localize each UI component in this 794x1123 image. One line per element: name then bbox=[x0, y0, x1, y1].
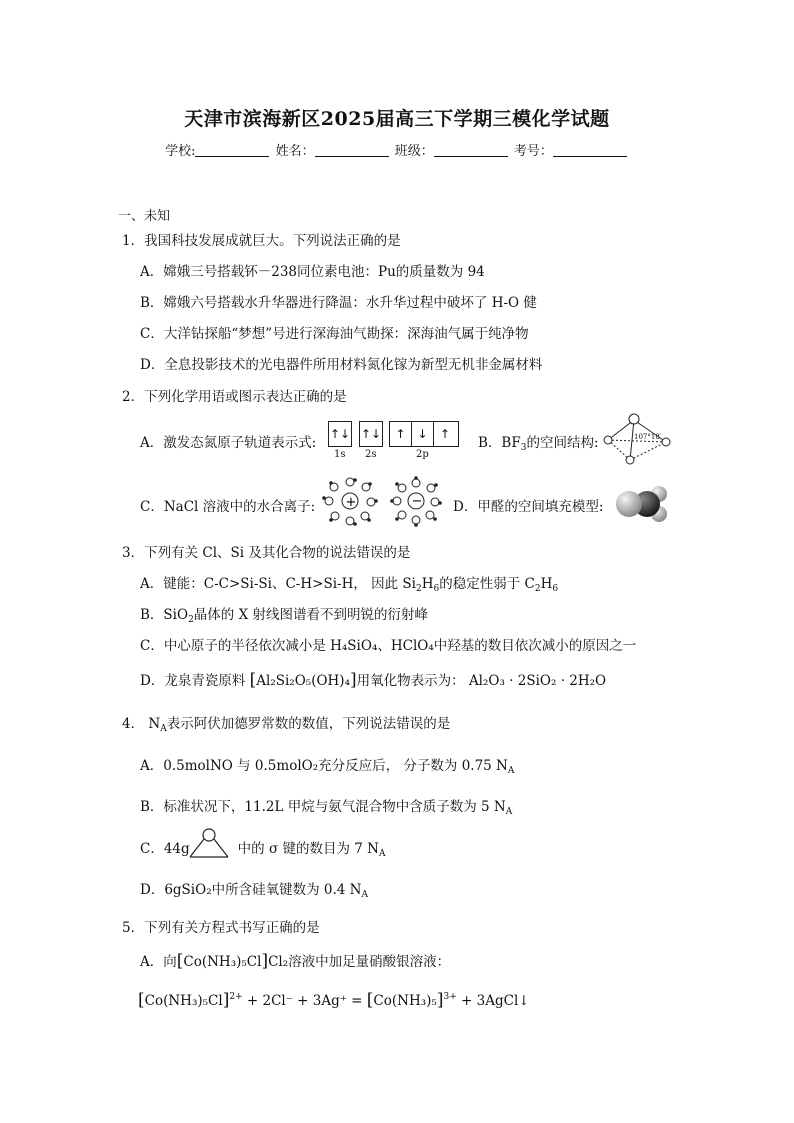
orbital-2p-box: ↑ ↓ ↑ bbox=[389, 421, 459, 447]
q5-stem: 5．下列有关方程式书写正确的是 bbox=[122, 920, 320, 936]
q2-option-b: B．$BF_3$的空间结构: bbox=[478, 435, 599, 453]
svg-text:−: − bbox=[411, 494, 423, 509]
q4-option-c: C．44g 中的 σ 键的数目为 7 $N_A$ bbox=[140, 841, 386, 859]
q1-stem: 1．我国科技发展成就巨大。下列说法正确的是 bbox=[122, 233, 401, 249]
hydrated-ions-figure bbox=[322, 475, 446, 527]
number-label: 考号： bbox=[513, 144, 553, 159]
orbital-2p-label: 2p bbox=[416, 449, 429, 460]
q1-option-c: C．大洋钻探船“梦想”号进行深海油气勘探：深海油气属于纯净物 bbox=[140, 326, 529, 342]
q3-option-a: A．键能：C-C>Si-Si、C-H>Si-H， 因此 $Si_2H_6$的稳定性弱于 $C_2H_6$ bbox=[140, 576, 559, 594]
page-title: 天津市滨海新区2025届高三下学期三模化学试题 bbox=[184, 108, 610, 130]
q3-option-d: D．龙泉青瓷原料 [Al₂Si₂O₅(OH)₄]用氧化物表示为： Al₂O₃ · 2SiO₂ · 2H₂O bbox=[140, 670, 607, 690]
q1-option-d: D．全息投影技术的光电器件所用材料氮化镓为新型无机非金属材料 bbox=[140, 357, 543, 373]
hydrated-anion bbox=[390, 476, 442, 527]
epoxide-ring-figure bbox=[186, 827, 232, 861]
hydrated-cation bbox=[322, 478, 378, 526]
q4-option-a: A．0.5molNO 与 0.5molO₂充分反应后， 分子数为 0.75 $N_A$ bbox=[140, 758, 515, 776]
q2-option-d: D．甲醛的空间填充模型: bbox=[453, 499, 604, 515]
number-blank[interactable] bbox=[553, 144, 627, 157]
orbital-2s-box: ↑↓ bbox=[359, 421, 383, 447]
q2-stem: 2．下列化学用语或图示表达正确的是 bbox=[122, 389, 347, 405]
q3-stem: 3．下列有关 Cl、Si 及其化合物的说法错误的是 bbox=[122, 545, 411, 561]
bond-angle-label: 107°18′ bbox=[634, 433, 662, 441]
section-heading: 一、未知 bbox=[118, 209, 171, 224]
class-blank[interactable] bbox=[434, 144, 508, 157]
q2-option-a: A．激发态氮原子轨道表示式: bbox=[140, 435, 317, 451]
school-blank[interactable] bbox=[195, 144, 269, 157]
formaldehyde-model-figure bbox=[614, 482, 672, 526]
name-blank[interactable] bbox=[315, 144, 389, 157]
q5-option-a: A．向[Co(NH₃)₅Cl]Cl₂溶液中加足量硝酸银溶液： bbox=[140, 951, 451, 971]
school-label: 学校: bbox=[165, 144, 196, 159]
orbital-1s-label: 1s bbox=[334, 449, 346, 460]
q1-option-a: A．嫦娥三号搭载钚－238同位素电池：Pu的质量数为 94 bbox=[140, 264, 485, 280]
orbital-1s-box: ↑↓ bbox=[328, 421, 352, 447]
orbital-2s-label: 2s bbox=[365, 449, 377, 460]
q5-equation: $[Co(NH_3)_5Cl]^{2+} + 2Cl^- + 3Ag^+ = [Co(NH_3)_5]^{3+}$ + 3AgCl↓ bbox=[138, 990, 530, 1010]
q2-option-c: C．NaCl 溶液中的水合离子: bbox=[140, 499, 316, 515]
student-info-line bbox=[0, 140, 794, 159]
q1-option-b: B．嫦娥六号搭载水升华器进行降温：水升华过程中破坏了 H-O 健 bbox=[140, 295, 537, 311]
class-label: 班级： bbox=[394, 144, 434, 159]
q3-option-c: C．中心原子的半径依次减小是 H₄SiO₄、HClO₄中羟基的数目依次减小的原因之一 bbox=[140, 638, 637, 654]
bf3-structure-figure bbox=[600, 410, 676, 466]
q4-option-d: D．6gSiO₂中所含硅氧键数为 0.4 $N_A$ bbox=[140, 882, 368, 900]
q3-option-b: B．SiO$_2$晶体的 X 射线图谱看不到明锐的衍射峰 bbox=[140, 607, 428, 625]
q4-option-b: B．标准状况下，11.2L 甲烷与氨气混合物中含质子数为 5 $N_A$ bbox=[140, 799, 513, 817]
svg-text:+: + bbox=[345, 495, 357, 510]
q4-stem: 4． $N_A$表示阿伏加德罗常数的数值，下列说法错误的是 bbox=[122, 716, 451, 734]
name-label: 姓名： bbox=[275, 144, 315, 159]
